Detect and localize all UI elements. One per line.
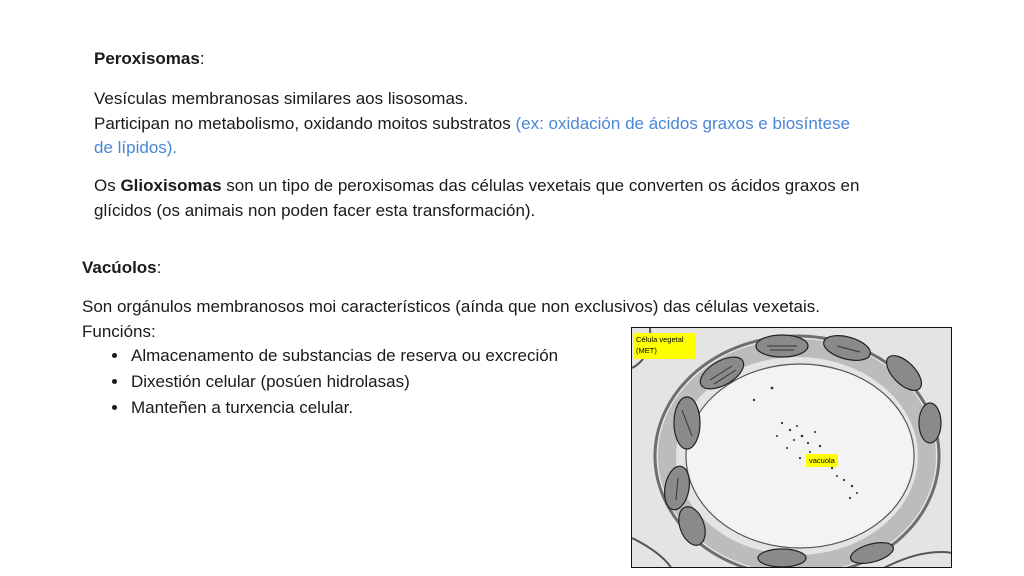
peroxisomas-title: Peroxisomas — [94, 49, 200, 68]
glioxisomas-paragraph — [94, 174, 894, 223]
vacuolos-title: Vacúolos — [82, 258, 157, 277]
label-met: (MET) — [636, 346, 657, 355]
glioxisomas-text: son un tipo de peroxisomas das células vexetais que converten os ácidos graxos en glícidos (os animais non poden facer esta transformación). — [94, 176, 860, 220]
vacuolos-intro: Son orgánulos membranosos moi característicos (aínda que non exclusivos) das células vexetais. — [82, 297, 820, 316]
vacuolos-heading — [82, 258, 161, 278]
peroxisomas-colon: : — [199, 49, 205, 68]
peroxisomas-heading — [94, 49, 205, 69]
glioxisomas-prefix: Os — [94, 176, 121, 195]
functions-list — [107, 343, 558, 421]
micrograph-image — [632, 328, 952, 568]
list-item: • Dixestión celular (posúen hidrolasas) — [129, 369, 558, 395]
label-cell-name: Célula vegetal — [636, 335, 684, 344]
peroxisomas-line-2 — [94, 112, 854, 161]
plant-cell-micrograph — [631, 327, 952, 568]
glioxisomas-term: Glioxisomas — [120, 176, 222, 195]
peroxisomas-line-1: Vesículas membranosas similares aos lisosomas. — [94, 89, 469, 108]
list-item: • Almacenamento de substancias de reserva ou excreción — [129, 343, 558, 369]
peroxisomas-line-2-text: Participan no metabolismo, oxidando moitos substratos — [94, 113, 516, 133]
label-cell-vegetal — [633, 333, 696, 359]
list-item: • Manteñen a turxencia celular. — [129, 395, 558, 421]
vacuolos-colon: : — [156, 258, 162, 277]
label-vacuole: vacuola — [806, 454, 838, 467]
peroxisomas-example-text: (ex: oxidación de ácidos graxos e biosíntese de lípidos). — [94, 113, 850, 157]
funcions-label: Funcións: — [82, 321, 156, 341]
peroxisomas-description — [94, 87, 854, 161]
